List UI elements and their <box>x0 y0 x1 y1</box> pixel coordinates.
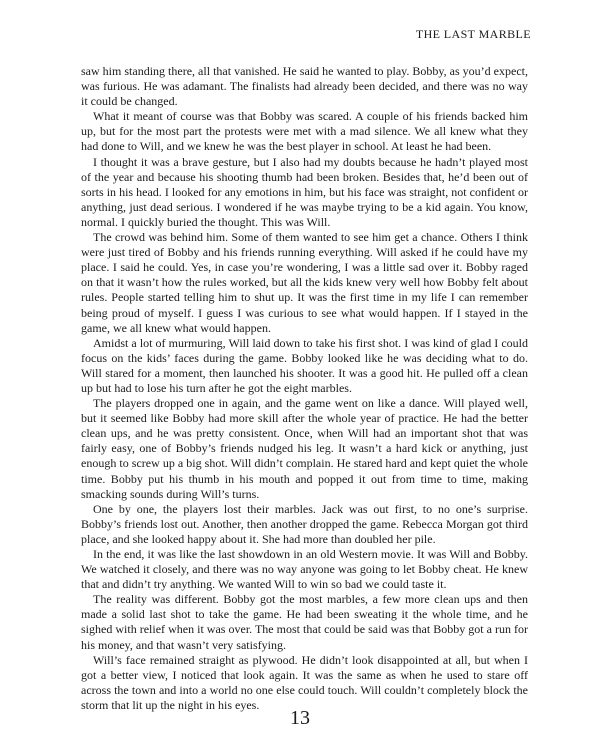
paragraph: In the end, it was like the last showdown in an old Western movie. It was Will and Bobby. We watched it closely, and there was no way anyone was going to let Bobby cheat. He knew that and didn’t try anything. We wanted Will to win so bad we could taste it. <box>81 547 528 592</box>
paragraph: Amidst a lot of murmuring, Will laid down to take his first shot. I was kind of glad I could focus on the kids’ faces during the game. Bobby looked like he was deciding what to do. Will stared for a moment, then launched his shooter. It was a good hit. He pulled off a clean up but had to lose his turn after he got the eight marbles. <box>81 335 528 395</box>
body-text <box>81 64 528 713</box>
running-head-title: THE LAST MARBLE <box>415 27 531 41</box>
paragraph: I thought it was a brave gesture, but I also had my doubts because he hadn’t played most of the year and because his shooting thumb had been broken. Besides that, he’d been out of sorts in his head. I looked for any emotions in him, but his face was straight, not confident or anything, just dead serious. I wondered if he was maybe trying to be a kid again. You know, normal. I quickly buried the thought. This was Will. <box>81 154 528 229</box>
paragraph: The crowd was behind him. Some of them wanted to see him get a chance. Others I think were just tired of Bobby and his friends running everything. Will asked if he could have my place. I said he could. Yes, in case you’re wondering, I was a little sad over it. Bobby raged on that it wasn’t how the rules worked, but all the kids knew very well how Bobby felt about rules. People started telling him to shut up. It was the first time in my life I can remember being proud of myself. I guess I was curious to see what would happen. If I stayed in the game, we all knew what would happen. <box>81 230 528 335</box>
paragraph: Will’s face remained straight as plywood. He didn’t look disappointed at all, but when I got a better view, I noticed that look again. It was the same as when he used to stare off across the town and into a world no one else could touch. Will couldn’t completely block the storm that lit up the night in his eyes. <box>81 652 528 712</box>
page-number: 13 <box>290 707 310 729</box>
paragraph: The reality was different. Bobby got the most marbles, a few more clean ups and then made a solid last shot to take the game. He had been sweating it the whole time, and he sighed with relief when it was over. The most that could be said was that Bobby got a run for his money, and that wasn’t very satisfying. <box>81 592 528 652</box>
paragraph: saw him standing there, all that vanished. He said he wanted to play. Bobby, as you’d expect, was furious. He was adamant. The finalists had already been decided, and there was no way it could be changed. <box>81 64 528 109</box>
paragraph: The players dropped one in again, and the game went on like a dance. Will played well, but it seemed like Bobby had more skill after the whole year of practice. He had the better clean ups, and he was pretty consistent. Once, when Will had an important shot that was fairly easy, one of Bobby’s friends nudged his leg. It wasn’t a hard kick or anything, just enough to screw up a big shot. Will didn’t complain. He stared hard and kept quiet the whole time. Bobby put his thumb in his mouth and popped it out from time to time, making smacking sounds during Will’s turns. <box>81 396 528 501</box>
paragraph: What it meant of course was that Bobby was scared. A couple of his friends backed him up, but for the most part the protests were met with a mad silence. We all knew what they had done to Will, and we knew he was the best player in school. At least he had been. <box>81 109 528 154</box>
paragraph: One by one, the players lost their marbles. Jack was out first, to no one’s surprise. Bobby’s friends lost out. Another, then another dropped the game. Rebecca Morgan got third place, and she looked happy about it. She had more than doubled her pile. <box>81 501 528 546</box>
